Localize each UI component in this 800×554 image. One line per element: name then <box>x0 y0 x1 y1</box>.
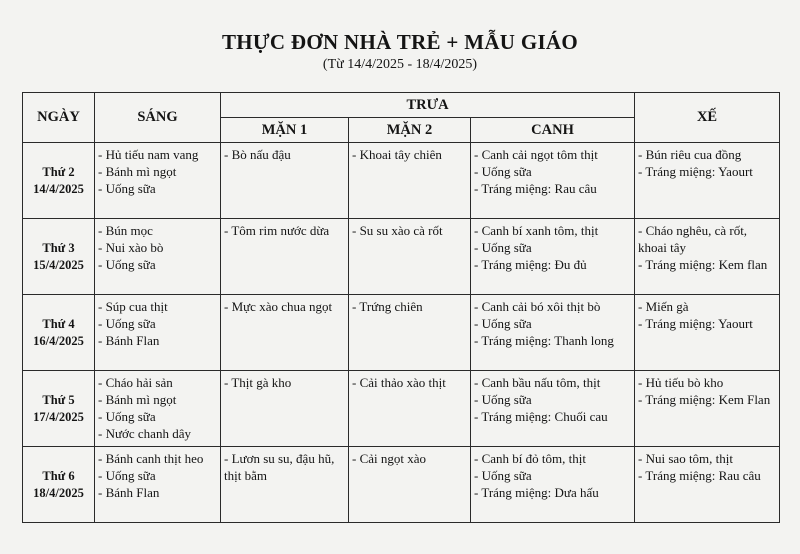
menu-item: - Tráng miệng: Yaourt <box>638 164 753 179</box>
menu-item: - Hủ tiếu nam vang <box>98 147 199 162</box>
menu-item: - Khoai tây chiên <box>352 147 442 162</box>
menu-item: - Bánh canh thịt heo <box>98 451 204 466</box>
day-name: Thứ 3 <box>42 240 75 255</box>
menu-item: - Súp cua thịt <box>98 299 168 314</box>
page-title: THỰC ĐƠN NHÀ TRẺ + MẪU GIÁO <box>221 30 579 54</box>
menu-item: - Bánh mì ngọt <box>98 164 177 179</box>
man2-cell <box>349 143 471 219</box>
menu-item: - Tráng miệng: Rau câu <box>638 468 761 483</box>
menu-item: - Uống sữa <box>98 468 156 483</box>
menu-item: - Canh bí đỏ tôm, thịt <box>474 451 586 466</box>
day-date: 16/4/2025 <box>33 333 84 348</box>
menu-item: - Hủ tiếu bò kho <box>638 375 724 390</box>
day-name: Thứ 6 <box>42 468 75 483</box>
menu-item: - Cải thảo xào thịt <box>352 375 446 390</box>
xe-cell <box>635 143 780 219</box>
menu-item: - Canh bí xanh tôm, thịt <box>474 223 599 238</box>
menu-item: - Cải ngọt xào <box>352 451 427 466</box>
menu-item: - Canh cải ngọt tôm thịt <box>474 147 598 162</box>
man1-cell <box>221 295 349 371</box>
man2-cell <box>349 447 471 523</box>
menu-item: - Cháo nghêu, cà rốt, khoai tây <box>638 223 748 255</box>
header-sang: SÁNG <box>95 93 221 143</box>
menu-item: - Bún mọc <box>98 223 153 238</box>
header-man1: MẶN 1 <box>221 118 349 143</box>
menu-item: - Uống sữa <box>474 164 532 179</box>
menu-item: - Nui sao tôm, thịt <box>638 451 733 466</box>
man1-cell <box>221 143 349 219</box>
xe-cell <box>635 447 780 523</box>
day-date: 15/4/2025 <box>33 257 84 272</box>
header-ngay: NGÀY <box>23 93 95 143</box>
man2-cell <box>349 295 471 371</box>
man2-cell <box>349 219 471 295</box>
man1-cell <box>221 219 349 295</box>
menu-item: - Uống sữa <box>474 316 532 331</box>
day-date: 18/4/2025 <box>33 485 84 500</box>
menu-item: - Thịt gà kho <box>224 375 292 390</box>
menu-item: - Bún riêu cua đồng <box>638 147 742 162</box>
canh-cell <box>471 295 635 371</box>
sang-cell <box>95 219 221 295</box>
menu-item: - Canh cải bó xôi thịt bò <box>474 299 601 314</box>
day-name: Thứ 4 <box>42 316 75 331</box>
menu-item: - Bánh Flan <box>98 485 160 500</box>
menu-table <box>22 92 780 523</box>
table-row <box>23 447 780 523</box>
menu-item: - Nui xào bò <box>98 240 164 255</box>
sang-cell <box>95 371 221 447</box>
menu-item: - Tráng miệng: Dưa hấu <box>474 485 599 500</box>
menu-item: - Mực xào chua ngọt <box>224 299 333 314</box>
menu-item: - Bò nấu đậu <box>224 147 291 162</box>
menu-item: - Canh bầu nấu tôm, thịt <box>474 375 601 390</box>
menu-item: - Uống sữa <box>98 409 156 424</box>
header-row-main <box>23 93 780 118</box>
header-canh: CANH <box>471 118 635 143</box>
menu-item: - Tráng miệng: Kem Flan <box>638 392 771 407</box>
menu-item: - Su su xào cà rốt <box>352 223 443 238</box>
day-name: Thứ 5 <box>42 392 75 407</box>
xe-cell <box>635 371 780 447</box>
menu-body <box>23 143 780 523</box>
man2-cell <box>349 371 471 447</box>
menu-item: - Cháo hải sản <box>98 375 173 390</box>
menu-item: - Lươn su su, đậu hũ, thịt bằm <box>224 451 335 483</box>
canh-cell <box>471 447 635 523</box>
xe-cell <box>635 219 780 295</box>
sang-cell <box>95 143 221 219</box>
menu-item: - Uống sữa <box>98 257 156 272</box>
menu-item: - Tráng miệng: Thanh long <box>474 333 614 348</box>
day-cell <box>23 295 95 371</box>
menu-item: - Tráng miệng: Yaourt <box>638 316 753 331</box>
menu-item: - Uống sữa <box>474 468 532 483</box>
header-xe: XẾ <box>635 93 780 143</box>
header-man2: MẶN 2 <box>349 118 471 143</box>
table-row <box>23 295 780 371</box>
menu-item: - Trứng chiên <box>352 299 423 314</box>
day-cell <box>23 447 95 523</box>
xe-cell <box>635 295 780 371</box>
menu-item: - Tráng miệng: Kem flan <box>638 257 768 272</box>
header-trua: TRƯA <box>221 93 635 118</box>
day-name: Thứ 2 <box>42 164 75 179</box>
menu-item: - Uống sữa <box>474 392 532 407</box>
menu-item: - Tráng miệng: Chuối cau <box>474 409 608 424</box>
menu-item: - Uống sữa <box>98 316 156 331</box>
date-range: (Từ 14/4/2025 - 18/4/2025) <box>322 57 478 72</box>
day-cell <box>23 219 95 295</box>
man1-cell <box>221 447 349 523</box>
menu-item: - Tôm rim nước dừa <box>224 223 330 238</box>
menu-item: - Tráng miệng: Đu đủ <box>474 257 587 272</box>
table-row <box>23 219 780 295</box>
sang-cell <box>95 295 221 371</box>
day-date: 17/4/2025 <box>33 409 84 424</box>
menu-item: - Bánh Flan <box>98 333 160 348</box>
table-row <box>23 143 780 219</box>
canh-cell <box>471 371 635 447</box>
day-cell <box>23 143 95 219</box>
menu-item: - Miến gà <box>638 299 689 314</box>
menu-item: - Tráng miệng: Rau câu <box>474 181 597 196</box>
day-cell <box>23 371 95 447</box>
table-row <box>23 371 780 447</box>
menu-item: - Nước chanh dây <box>98 426 191 441</box>
day-date: 14/4/2025 <box>33 181 84 196</box>
man1-cell <box>221 371 349 447</box>
canh-cell <box>471 219 635 295</box>
menu-item: - Uống sữa <box>98 181 156 196</box>
menu-item: - Uống sữa <box>474 240 532 255</box>
sang-cell <box>95 447 221 523</box>
canh-cell <box>471 143 635 219</box>
menu-item: - Bánh mì ngọt <box>98 392 177 407</box>
